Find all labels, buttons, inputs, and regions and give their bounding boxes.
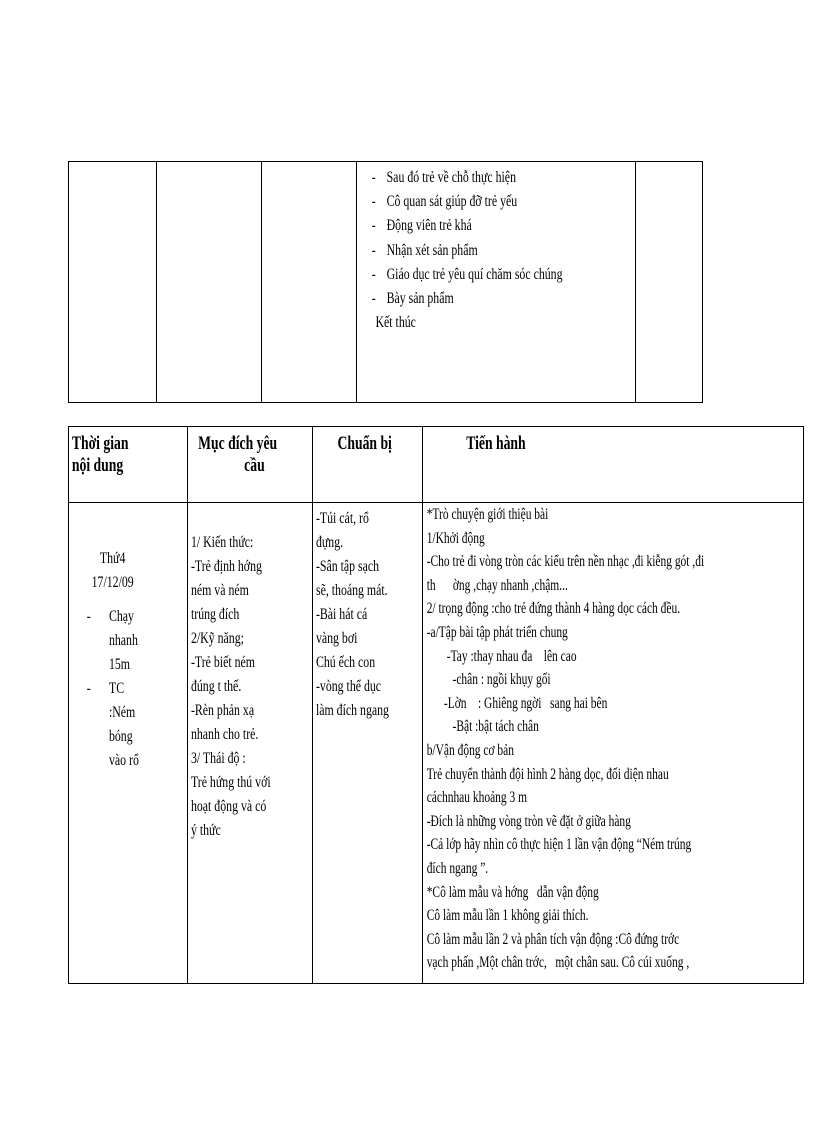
cell-empty-5 — [635, 162, 702, 403]
list-item: - Chạy nhanh 15m — [86, 608, 138, 673]
time-cell — [69, 503, 188, 984]
header-purpose: Mục đích yêu cầu — [188, 427, 313, 503]
proceed-cell: *Trò chuyện giới thiệu bài 1/Khởi động -Cho trẻ đi vòng tròn các kiểu trên nền nhạc ,đi kiễng gót ,đi th ờng ,chạy nhanh ,chậm... 2/ trọng động :cho trẻ đứng thành 4 hàng dọc cách đều. -a/Tập bài tập phát triển chung -Tay :thay nhau đa lên cao -chân : ngồi khụy gối -Lờn : Ghiêng ngời sang hai bên -Bật :bật tách chân b/Vận động cơ bản Trẻ chuyển thành đội hình 2 hàng dọc, đối diện nhau cáchnhau khoảng 3 m -Đích là những vòng tròn vẽ đặt ở giữa hàng -Cả lớp hãy nhìn cô thực hiện 1 lần vận động “Ném trúng đích ngang ”. *Cô làm mẫu và hớng dẫn vận động Cô làm mẫu lần 1 không giải thích. Cô làm mẫu lần 2 và phân tích vận động :Cô đứng trớc vạch phấn ,Một chân trớc, một chân sau. Cô cúi xuống , — [423, 503, 804, 984]
lesson-plan-table — [68, 426, 804, 984]
header-proceed: Tiến hành — [423, 427, 804, 503]
purpose-cell: 1/ Kiến thức: -Trẻ định hớng ném và ném trúng đích 2/Kỹ năng; -Trẻ biết ném đúng t thế. -Rèn phản xạ nhanh cho trẻ. 3/ Thái độ : Trẻ hứng thú với hoạt động và có ý thức — [188, 503, 313, 984]
continuation-content-cell — [357, 162, 636, 403]
list-item: - Sau đó trẻ về chỗ thực hiện — [371, 169, 516, 186]
list-item: - TC :Ném bóng vào rổ — [86, 680, 139, 769]
prep-cell: -Túi cát, rổ đựng. -Sân tập sạch sẽ, thoáng mát. -Bài hát cá vàng bơi Chú ếch con -vòng thể dục làm đích ngang — [312, 503, 423, 984]
cell-empty-1 — [69, 162, 157, 403]
header-prep: Chuẩn bị — [312, 427, 423, 503]
content-row — [69, 503, 804, 984]
list-item: - Giáo dục trẻ yêu quí chăm sóc chúng — [371, 265, 563, 283]
list-item: - Bày sản phẩm — [371, 290, 454, 308]
list-item: - Cô quan sát giúp đỡ trẻ yếu — [371, 193, 518, 211]
list-item: - Động viên trẻ khá — [371, 217, 472, 235]
day-label: Thứ4 — [99, 550, 126, 567]
continuation-table — [68, 161, 703, 403]
header-time: Thời gian nội dung — [69, 427, 188, 503]
list-item: - Nhận xét sản phẩm — [371, 241, 478, 259]
date-label: 17/12/09 — [91, 574, 134, 591]
ending-text: Kết thúc — [375, 314, 416, 332]
cell-empty-3 — [262, 162, 357, 403]
header-row — [69, 427, 804, 503]
cell-empty-2 — [157, 162, 262, 403]
